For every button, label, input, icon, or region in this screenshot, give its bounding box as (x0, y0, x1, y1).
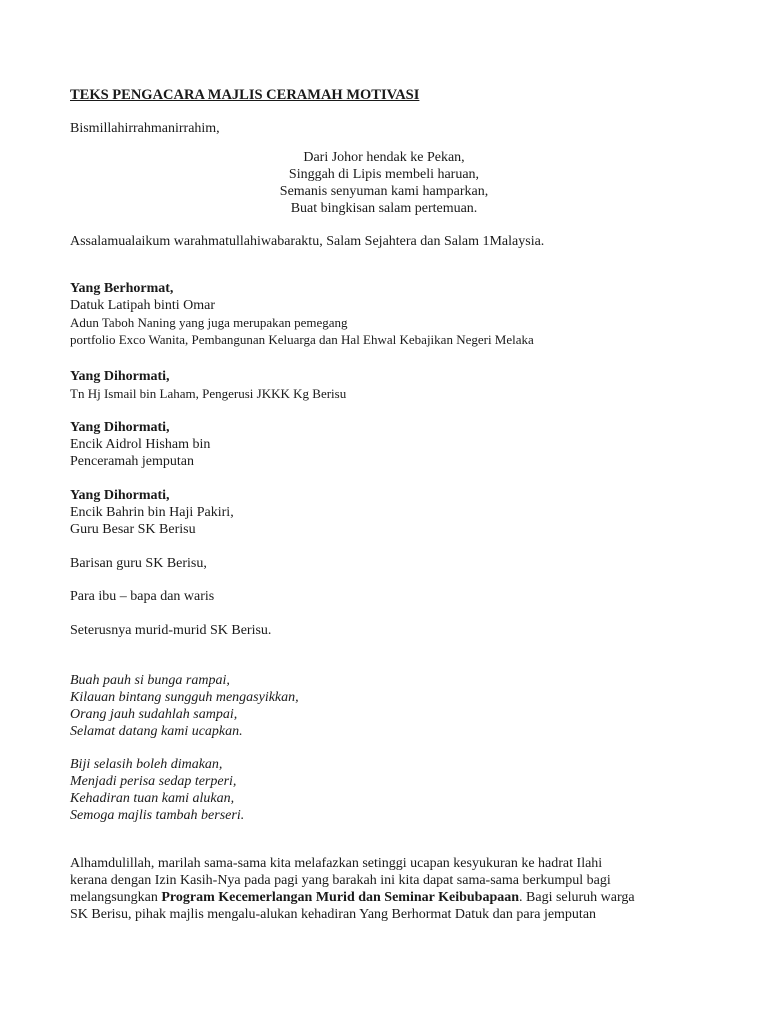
students-line: Seterusnya murid-murid SK Berisu. (70, 623, 272, 638)
document-title: TEKS PENGACARA MAJLIS CERAMAH MOTIVASI (70, 87, 420, 103)
honorific-heading: Yang Berhormat, (70, 281, 174, 296)
pantun-line: Dari Johor hendak ke Pekan, (303, 150, 465, 165)
honorific-name: Tn Hj Ismail bin Laham, Pengerusi JKKK Kg Berisu (70, 386, 347, 401)
honorific-heading: Yang Dihormati, (70, 488, 170, 503)
opening-pantun (0, 149, 768, 217)
blessing-pantun (70, 756, 244, 824)
paragraph-line: kerana dengan Izin Kasih-Nya pada pagi yang barakah ini kita dapat sama-sama berkumpul bagi (70, 873, 611, 888)
teachers-line: Barisan guru SK Berisu, (70, 556, 207, 571)
pantun-line: Buat bingkisan salam pertemuan. (290, 201, 478, 216)
honorific-name: Encik Aidrol Hisham bin (70, 437, 211, 452)
honorific-block-2 (70, 368, 346, 402)
honorific-block-4 (70, 487, 234, 538)
paragraph-line (70, 889, 710, 906)
welcome-pantun (70, 672, 299, 740)
pantun-line: Kehadiran tuan kami alukan, (70, 791, 235, 806)
pantun-line: Semanis senyuman kami hamparkan, (279, 184, 489, 199)
pantun-line: Semoga majlis tambah berseri. (70, 808, 245, 823)
pantun-line: Kilauan bintang sungguh mengasyikkan, (70, 690, 299, 705)
parents-line: Para ibu – bapa dan waris (70, 589, 215, 604)
honorific-detail: Guru Besar SK Berisu (70, 522, 196, 537)
pantun-line: Selamat datang kami ucapkan. (70, 724, 243, 739)
paragraph-text: melangsungkan (70, 890, 162, 905)
paragraph-line: SK Berisu, pihak majlis mengalu-alukan kehadiran Yang Berhormat Datuk dan para jemputan (70, 907, 597, 922)
honorific-detail: Adun Taboh Naning yang juga merupakan pemegang (70, 315, 348, 330)
honorific-name: Datuk Latipah binti Omar (70, 298, 216, 313)
honorific-block-1 (70, 280, 534, 348)
pantun-line: Orang jauh sudahlah sampai, (70, 707, 238, 722)
closing-paragraph (70, 855, 710, 923)
honorific-block-3 (70, 419, 210, 470)
program-name: Program Kecemerlangan Murid dan Seminar Keibubapaan (161, 890, 520, 905)
pantun-line: Menjadi perisa sedap terperi, (70, 774, 237, 789)
honorific-name: Encik Bahrin bin Haji Pakiri, (70, 505, 234, 520)
paragraph-line: Alhamdulillah, marilah sama-sama kita melafazkan setinggi ucapan kesyukuran ke hadrat Ilahi (70, 856, 603, 871)
pantun-line: Biji selasih boleh dimakan, (70, 757, 223, 772)
pantun-line: Singgah di Lipis membeli haruan, (288, 167, 480, 182)
greeting-line: Assalamualaikum warahmatullahiwabaraktu, Salam Sejahtera dan Salam 1Malaysia. (70, 234, 545, 249)
honorific-heading: Yang Dihormati, (70, 420, 170, 435)
honorific-detail: Penceramah jemputan (70, 454, 195, 469)
bismillah-line: Bismillahirrahmanirrahim, (70, 121, 220, 136)
honorific-detail: portfolio Exco Wanita, Pembangunan Keluarga dan Hal Ehwal Kebajikan Negeri Melaka (70, 332, 534, 347)
pantun-line: Buah pauh si bunga rampai, (70, 673, 230, 688)
paragraph-text: . Bagi seluruh warga (519, 890, 635, 905)
honorific-heading: Yang Dihormati, (70, 369, 170, 384)
